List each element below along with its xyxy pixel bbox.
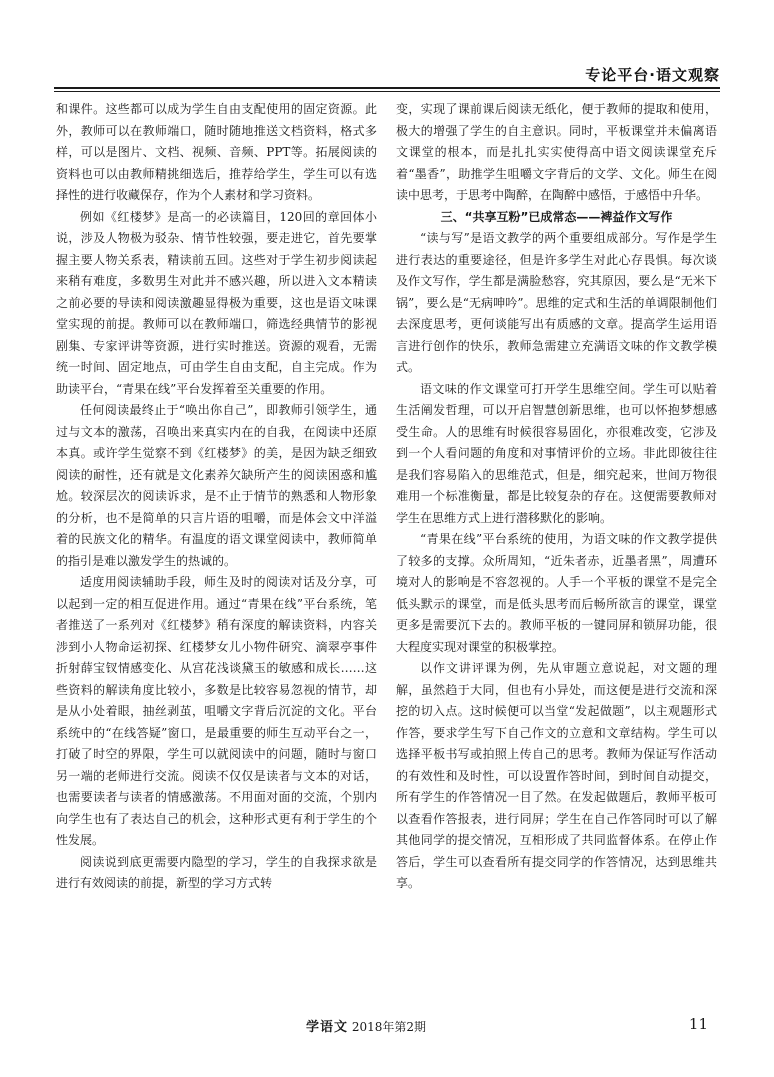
body-paragraph: “读与写”是语文教学的两个重要组成部分。写作是学生进行表达的重要途径，但是许多学生对此心存畏惧。每次谈及作文写作，学生都是满脸愁容，究其原因，要么是“无米下锅”，要么是“无病呻吟”。思维的定式和生活的单调限制他们去深度思考，更何谈能写出有质感的文章。提高学生运用语言进行创作的快乐，教师急需建立充满语文味的作文教学模式。 [396, 231, 717, 374]
page-number: 11 [688, 1015, 708, 1033]
column-title: 专论平台·语文观察 [585, 66, 720, 84]
left-column [56, 99, 377, 895]
right-column [396, 99, 717, 895]
page-footer [0, 1016, 774, 1036]
body-paragraph: 和课件。这些都可以成为学生自由支配使用的固定资源。此外，教师可以在教师端口，随时随地推送文档资料，格式多样，可以是图片、文档、视频、音频、PPT等。拓展阅读的资料也可以由教师精挑细选后，推荐给学生，学生可以有选择性的进行收藏保存，作为个人素材和学习资料。 [56, 102, 377, 202]
body-paragraph: 阅读说到底更需要内隐型的学习，学生的自我探求欲是进行有效阅读的前提，新型的学习方式转 [56, 854, 377, 890]
body-paragraph: 任何阅读最终止于“唤出你自己”，即教师引领学生，通过与文本的激荡，召唤出来真实内在的自我，在阅读中还原本真。或许学生觉察不到《红楼梦》的美，是因为缺乏细致阅读的耐性，还有就是文化素养欠缺所产生的阅读困惑和尴尬。较深层次的阅读诉求，是不止于情节的熟悉和人物形象的分析，也不是简单的只言片语的咀嚼，而是体会文中洋溢着的民族文化的精华。有温度的语文课堂阅读中，教师简单的指引是难以激发学生的热诚的。 [56, 403, 377, 568]
header-rule [54, 87, 720, 89]
issue-label: 2018年第2期 [351, 1020, 427, 1034]
body-paragraph: 例如《红楼梦》是高一的必读篇目，120回的章回体小说，涉及人物极为驳杂、情节性较强，要走进它，首先要掌握主要人物关系表，精读前五回。这些对于学生初步阅读起来稍有难度，多数男生对此并不感兴趣，所以进入文本精读之前必要的导读和阅读激趣显得极为重要，这也是语文味课堂实现的前提。教师可以在教师端口，筛选经典情节的影视剧集、专家评讲等资源，进行实时推送。资源的观看，无需统一时间、固定地点，可由学生自由支配，自主完成。作为助读平台，“青果在线”平台发挥着至关重要的作用。 [56, 209, 377, 396]
body-paragraph: “青果在线”平台系统的使用，为语文味的作文教学提供了较多的支撑。众所周知，“近朱者赤，近墨者黑”，周遭环境对人的影响是不容忽视的。人手一个平板的课堂不是完全低头默示的课堂，而是低头思考而后畅所欲言的课堂，课堂更多是需要沉下去的。教师平板的一键同屏和锁屏功能，很大程度实现对课堂的积极掌控。 [396, 532, 717, 654]
body-paragraph: 以作文讲评课为例，先从审题立意说起，对文题的理解，虽然趋于大同，但也有小异处，而这便是进行交流和深挖的切入点。这时候便可以当堂“发起做题”，以主观题形式作答，要求学生写下自己作文的立意和文章结构。学生可以选择平板书写或拍照上传自己的思考。教师为保证写作活动的有效性和及时性，可以设置作答时间，到时间自动提交，所有学生的作答情况一目了然。在发起做题后，教师平板可以查看作答报表，进行同屏；学生在自己作答同时可以了解其他同学的提交情况，互相形成了共同监督体系。在停止作答后，学生可以查看所有提交同学的作答情况，达到思维共享。 [396, 661, 717, 890]
body-paragraph: 语文味的作文课堂可打开学生思维空间。学生可以贴着生活阐发哲理，可以开启智慧创新思维，也可以怀抱梦想感受生命。人的思维有时候很容易固化，亦很难改变，它涉及到一个人看问题的角度和对事情评价的立场。非此即彼往往是我们容易陷入的思维范式，但是，细究起来，世间万物很难用一个标准衡量，都是比较复杂的存在。这便需要教师对学生在思维方式上进行潜移默化的影响。 [396, 381, 717, 525]
section-heading: 三、“共享互粉”已成常态——裨益作文写作 [440, 209, 673, 224]
journal-info [306, 1016, 426, 1035]
body-paragraph: 适度用阅读辅助手段，师生及时的阅读对话及分享，可以起到一定的相互促进作用。通过“青果在线”平台系统，笔者推送了一系列对《红楼梦》稍有深度的解读资料，内容关涉到小人物命运初探、红楼梦女儿小物件研究、滴翠亭事件折射薛宝钗情感变化、从宫花浅谈黛玉的敏感和成长……这些资料的解读角度比较小，多数是比较容易忽视的情节，却是从小处着眼，抽丝剥茧，咀嚼文字背后沉淀的文化。平台系统中的“在线答疑”窗口，是最重要的师生互动平台之一，打破了时空的界限，学生可以就阅读中的问题，随时与窗口另一端的老师进行交流。阅读不仅仅是读者与文本的对话，也需要读者与读者的情感激荡。不用面对面的交流，个别内向学生也有了表达自己的机会，这种形式更有利于学生的个性发展。 [56, 575, 377, 847]
header-rule-thin [54, 91, 720, 92]
journal-name: 学语文 [306, 1020, 349, 1035]
body-paragraph: 变，实现了课前课后阅读无纸化，便于教师的提取和使用，极大的增强了学生的自主意识。同时，平板课堂并未偏离语文课堂的根本，而是扎扎实实使得高中语文阅读课堂充斥着“墨香”，助推学生咀嚼文字背后的文学、文化。师生在阅读中思考，于思考中陶醉，在陶醉中感悟，于感悟中升华。 [396, 102, 717, 202]
